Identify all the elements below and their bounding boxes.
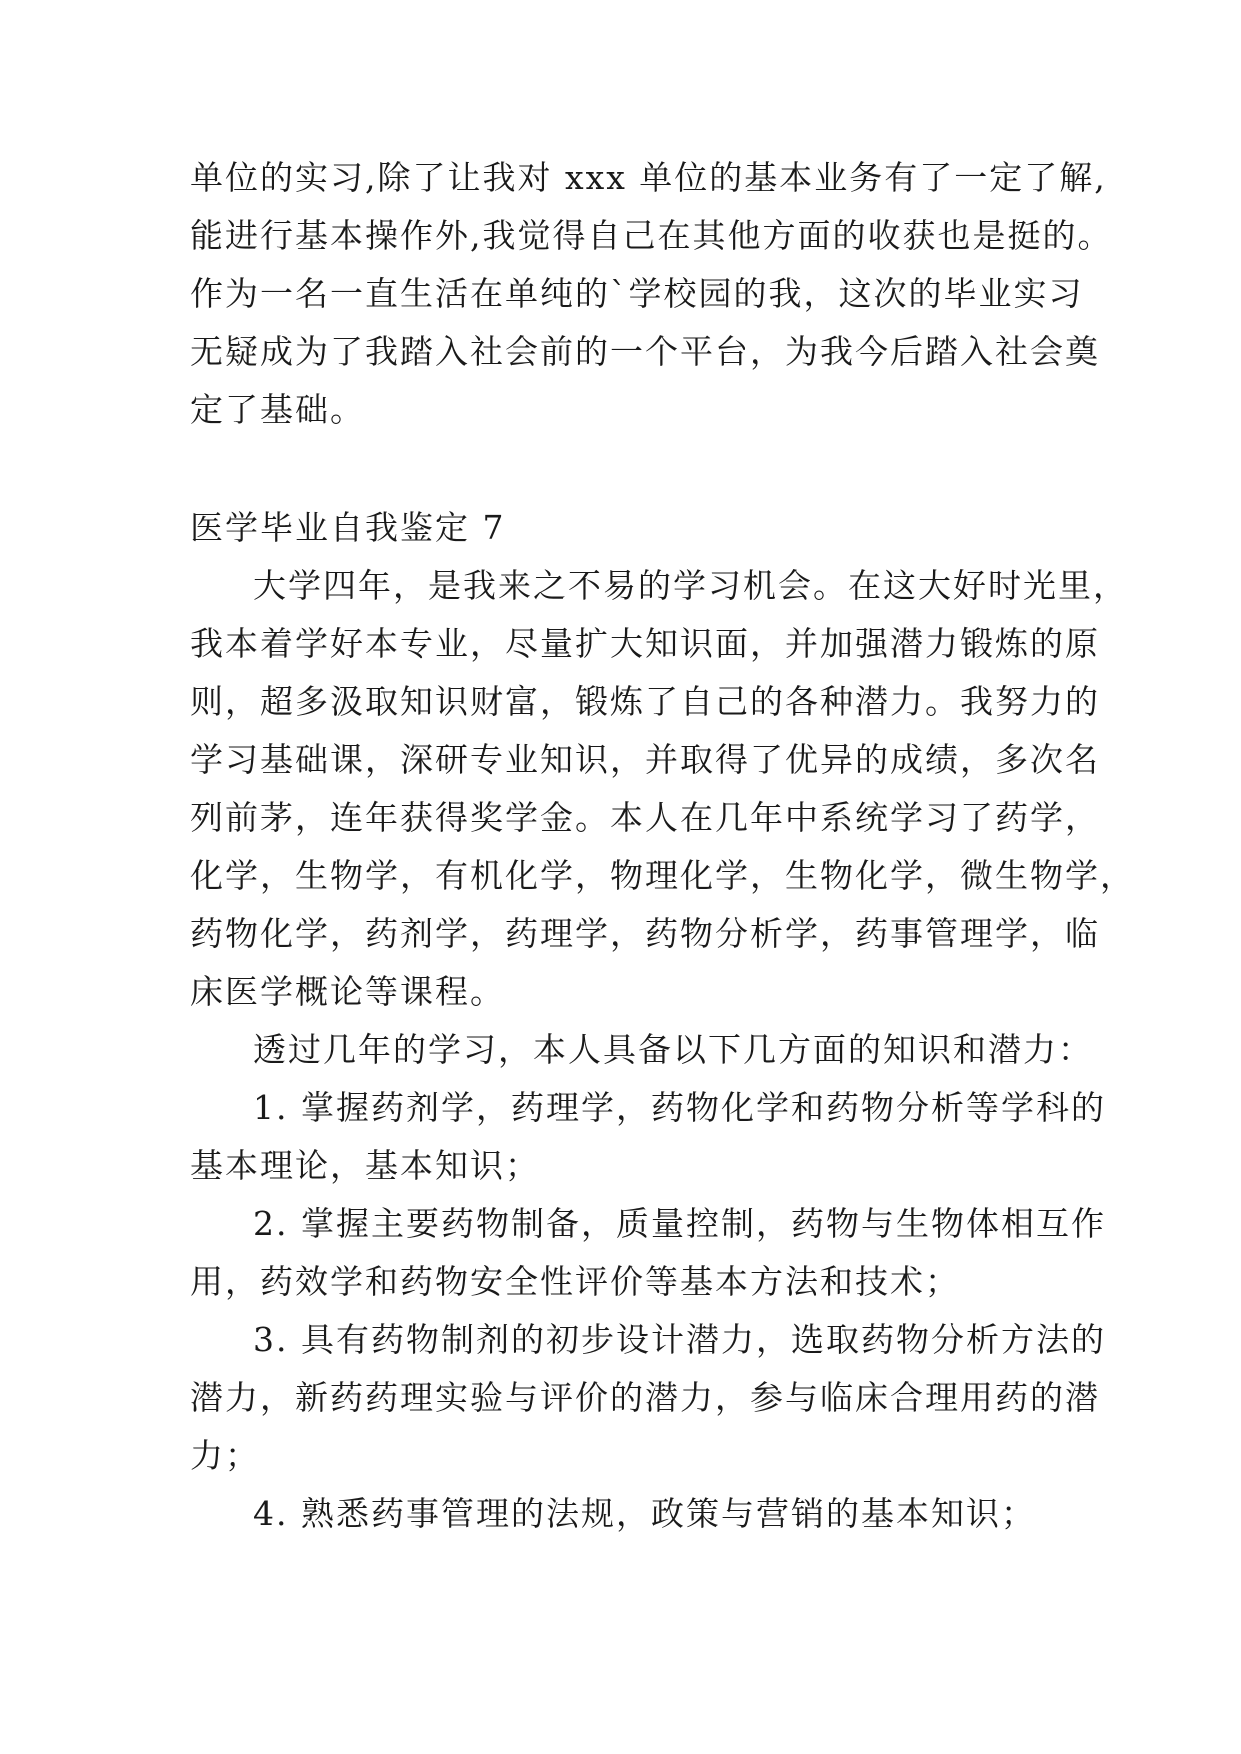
intro-line-5: 定了基础。	[190, 390, 365, 429]
item-1-line-2: 基本理论，基本知识；	[190, 1146, 540, 1185]
paragraph-1-line-4: 学习基础课，深研专业知识，并取得了优异的成绩，多次名	[190, 740, 1100, 779]
item-1-line-1: 1. 掌握药剂学，药理学，药物化学和药物分析等学科的	[253, 1088, 1106, 1127]
item-4: 4. 熟悉药事管理的法规，政策与营销的基本知识；	[253, 1494, 1036, 1533]
intro-line-2: 能进行基本操作外,我觉得自己在其他方面的收获也是挺的。	[190, 216, 1113, 255]
paragraph-1-line-7: 药物化学，药剂学，药理学，药物分析学，药事管理学，临	[190, 914, 1100, 953]
paragraph-1-line-3: 则，超多汲取知识财富，锻炼了自己的各种潜力。我努力的	[190, 682, 1100, 721]
intro-line-1: 单位的实习,除了让我对 xxx 单位的基本业务有了一定了解,	[190, 158, 1107, 197]
item-3-line-3: 力；	[190, 1436, 260, 1475]
paragraph-1-line-1: 大学四年，是我来之不易的学习机会。在这大好时光里，	[253, 566, 1128, 605]
item-2-line-2: 用，药效学和药物安全性评价等基本方法和技术；	[190, 1262, 960, 1301]
paragraph-1-line-5: 列前茅，连年获得奖学金。本人在几年中系统学习了药学，	[190, 798, 1100, 837]
paragraph-1-line-2: 我本着学好本专业，尽量扩大知识面，并加强潜力锻炼的原	[190, 624, 1100, 663]
item-3-line-2: 潜力，新药药理实验与评价的潜力，参与临床合理用药的潜	[190, 1378, 1100, 1417]
item-2-line-1: 2. 掌握主要药物制备，质量控制，药物与生物体相互作	[253, 1204, 1106, 1243]
paragraph-1-line-8: 床医学概论等课程。	[190, 972, 505, 1011]
paragraph-2: 透过几年的学习，本人具备以下几方面的知识和潜力：	[253, 1030, 1093, 1069]
section-title: 医学毕业自我鉴定 7	[190, 508, 506, 547]
item-3-line-1: 3. 具有药物制剂的初步设计潜力，选取药物分析方法的	[253, 1320, 1106, 1359]
intro-line-3: 作为一名一直生活在单纯的`学校园的我，这次的毕业实习	[190, 274, 1084, 313]
intro-line-4: 无疑成为了我踏入社会前的一个平台，为我今后踏入社会奠	[190, 332, 1100, 371]
paragraph-1-line-6: 化学，生物学，有机化学，物理化学，生物化学，微生物学，	[190, 856, 1135, 895]
